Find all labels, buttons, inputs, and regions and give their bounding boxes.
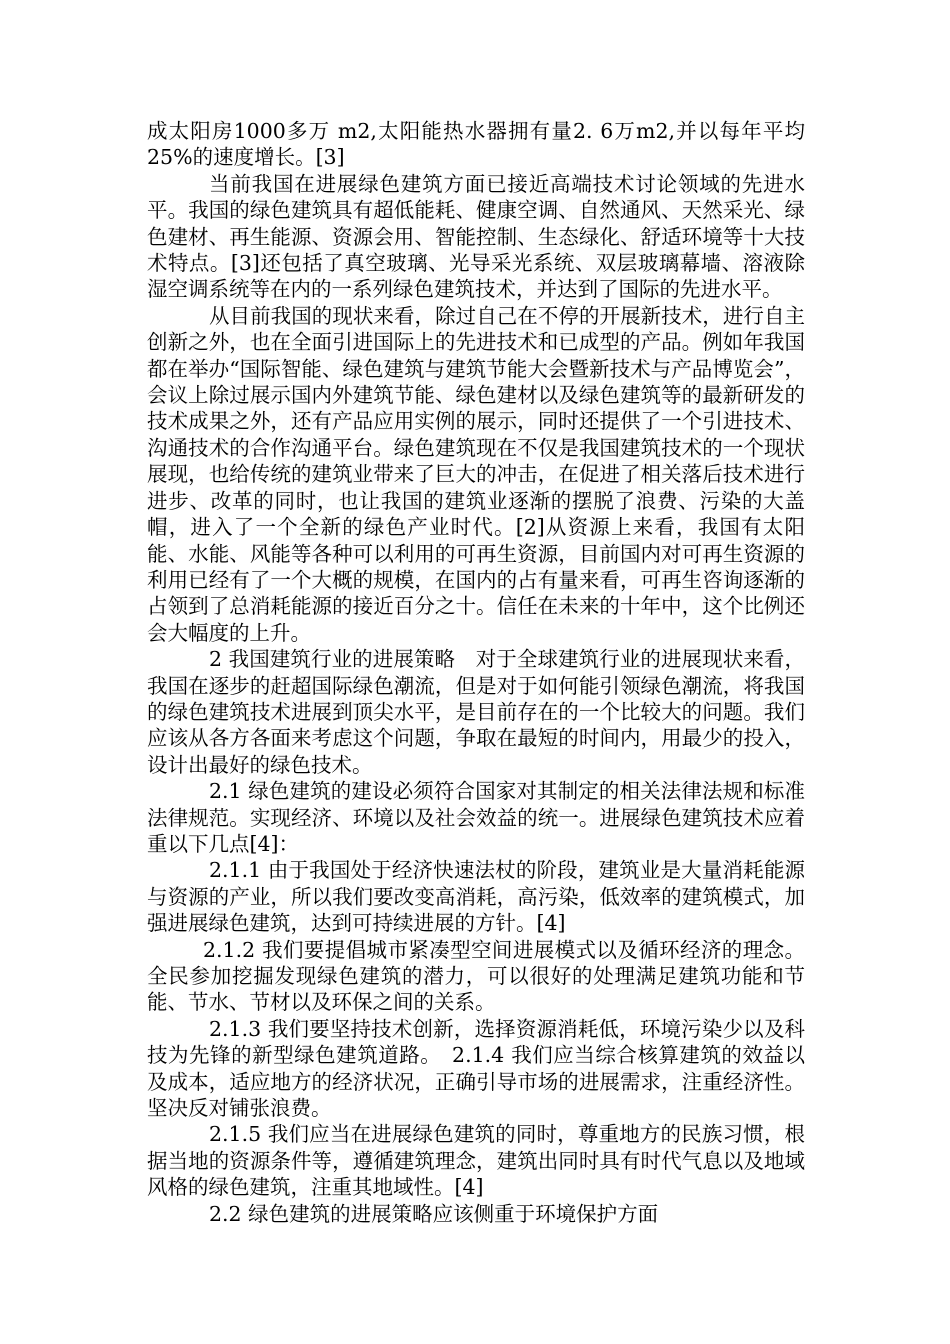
paragraph-section-2-1-1: 2.1.1 由于我国处于经济快速法杖的阶段，建筑业是大量消耗能源与资源的产业，所以我们要改变高消耗，高污染，低效率的建筑模式，加强进展绿色建筑，达到可持续进展的方针。[4]	[147, 858, 805, 936]
paragraph-current-level: 当前我国在进展绿色建筑方面已接近高端技术讨论领域的先进水平。我国的绿色建筑具有超低能耗、健康空调、自然通风、天然采光、绿色建材、再生能源、资源会用、智能控制、生态绿化、舒适环境等十大技术特点。[3]还包括了真空玻璃、光导采光系统、双层玻璃幕墙、溶液除湿空调系统等在内的一系列绿色建筑技术，并达到了国际的先进水平。	[147, 171, 805, 302]
paragraph-section-2: 2 我国建筑行业的进展策略 对于全球建筑行业的进展现状来看，我国在逐步的赶超国际绿色潮流，但是对于如何能引领绿色潮流，将我国的绿色建筑技术进展到顶尖水平，是目前存在的一个比较大的问题。我们应该从各方各面来考虑这个问题，争取在最短的时间内，用最少的投入，设计出最好的绿色技术。	[147, 647, 805, 777]
paragraph-section-2-2: 2.2 绿色建筑的进展策略应该侧重于环境保护方面	[209, 1201, 659, 1226]
paragraph-section-2-1: 2.1 绿色建筑的建设必须符合国家对其制定的相关法律法规和标准法律规范。实现经济、环境以及社会效益的统一。进展绿色建筑技术应着重以下几点[4]：	[147, 779, 805, 856]
paragraph-section-2-1-3: 2.1.3 我们要坚持技术创新，选择资源消耗低，环境污染少以及科技为先锋的新型绿色建筑道路。 2.1.4 我们应当综合核算建筑的效益以及成本，适应地方的经济状况，正确引导市场的进展需求，注重经济性。坚决反对铺张浪费。	[147, 1016, 805, 1121]
document-body	[147, 118, 805, 1227]
paragraph-section-2-1-2: 2.1.2 我们要提倡城市紧凑型空间进展模式以及循环经济的理念。全民参加挖掘发现绿色建筑的潜力，可以很好的处理满足建筑功能和节能、节水、节材以及环保之间的关系。	[147, 937, 805, 1015]
paragraph-solar-stats: 成太阳房1000多万 m2,太阳能热水器拥有量2. 6万m2,并以每年平均25%的速度增长。[3]	[147, 119, 805, 170]
paragraph-current-status: 从目前我国的现状来看，除过自己在不停的开展新技术，进行自主创新之外，也在全面引进国际上的先进技术和已成型的产品。例如年我国都在举办“国际智能、绿色建筑与建筑节能大会暨新技术与产品博览会”，会议上除过展示国内外建筑节能、绿色建材以及绿色建筑等的最新研发的技术成果之外，还有产品应用实例的展示，同时还提供了一个引进技术、沟通技术的合作沟通平台。绿色建筑现在不仅是我国建筑技术的一个现状展现，也给传统的建筑业带来了巨大的冲击，在促进了相关落后技术进行进步、改革的同时，也让我国的建筑业逐渐的摆脱了浪费、污染的大盖帽，进入了一个全新的绿色产业时代。[2]从资源上来看，我国有太阳能、水能、风能等各种可以利用的可再生资源，目前国内对可再生资源的利用已经有了一个大概的规模，在国内的占有量来看，可再生咨询逐渐的占领到了总消耗能源的接近百分之十。信任在未来的十年中，这个比例还会大幅度的上升。	[147, 303, 805, 645]
paragraph-section-2-1-5: 2.1.5 我们应当在进展绿色建筑的同时，尊重地方的民族习惯，根据当地的资源条件等，遵循建筑理念，建筑出同时具有时代气息以及地域风格的绿色建筑，注重其地域性。[4]	[147, 1122, 805, 1200]
